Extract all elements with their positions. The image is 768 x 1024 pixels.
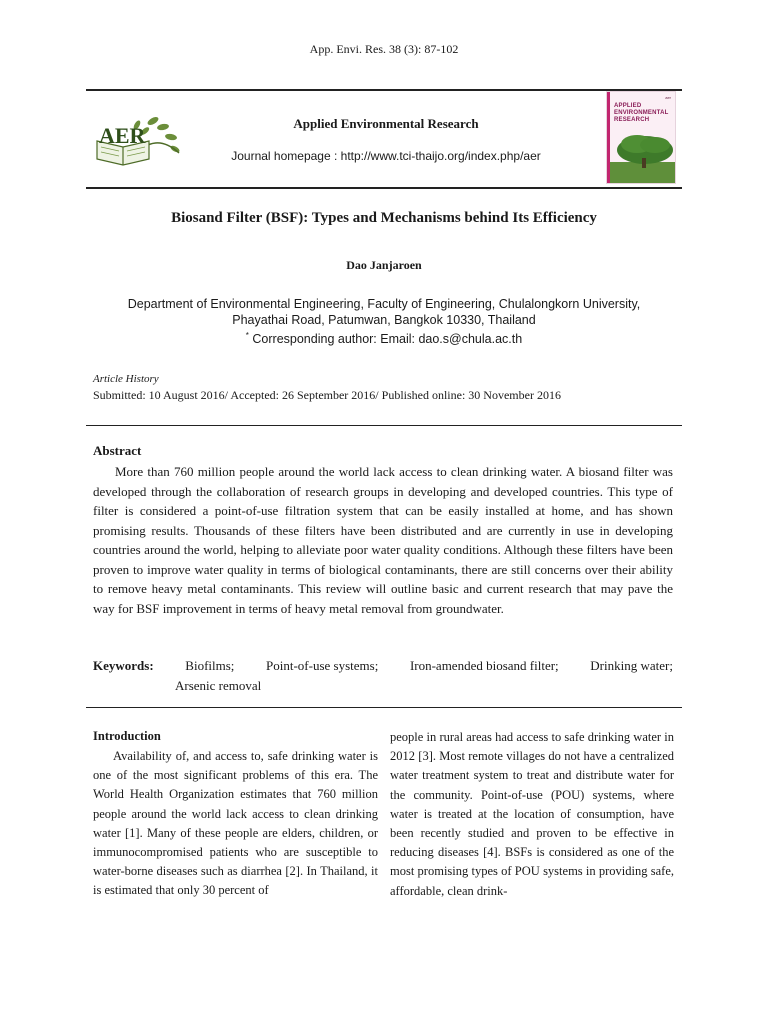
article-title: Biosand Filter (BSF): Types and Mechanisms behind Its Efficiency	[171, 210, 597, 226]
aer-logo	[93, 111, 185, 167]
journal-homepage[interactable]: Journal homepage : http://www.tci-thaijo.org/index.php/aer	[231, 149, 541, 163]
cover-title: APPLIED ENVIRONMENTAL RESEARCH	[614, 103, 669, 123]
introduction-left-column: Availability of, and access to, safe drinking water is one of the most significant problems of this era. The World Health Organization estimates that 760 million people around the world lack access to clean drinking water [1]. Many of these people are elders, children, or immunocompromised patients who are susceptible to water-borne diseases such as diarrhea [2]. In Thailand, it is estimated that only 30 percent of	[93, 749, 378, 898]
header-top-rule	[86, 89, 682, 91]
keyword: Drinking water;	[590, 658, 673, 673]
author-affiliation	[86, 296, 682, 347]
abstract-heading: Abstract	[93, 443, 142, 458]
cover-badge: aer	[665, 95, 671, 100]
keyword: Arsenic removal	[175, 677, 262, 693]
keywords	[93, 656, 673, 693]
affiliation-line-1: Department of Environmental Engineering, Faculty of Engineering, Chulalongkorn University,	[127, 297, 641, 311]
journal-name: Applied Environmental Research	[293, 116, 479, 131]
aer-logo-text: AER	[99, 123, 146, 148]
corresponding-author: * Corresponding author: Email: dao.s@chula.ac.th	[245, 331, 523, 347]
journal-cover-thumbnail	[607, 92, 675, 183]
keyword: Point-of-use systems;	[266, 658, 379, 673]
keyword: Biofilms;	[185, 658, 235, 673]
introduction-heading: Introduction	[93, 729, 161, 743]
article-history: Submitted: 10 August 2016/ Accepted: 26 September 2016/ Published online: 30 November 2016	[93, 388, 561, 402]
cover-tree-image	[607, 92, 675, 183]
abstract-text: More than 760 million people around the world lack access to clean drinking water. A biosand filter was developed through the collaboration of research groups in developing and developed countries. This type of filter is considered a point-of-use filtration system that can be easily installed at home, and has shown promising results. Thousands of these filters have been distributed and are currently in use in developing countries around the world, helping to alleviate poor water quality conditions. Although these filters have been proven to improve water quality in terms of biological contaminants, there are still concerns over their ability to remove heavy metal contaminants. This review will outline basic and current research that may pave the way for BSF improvement in terms of heavy metal removal from groundwater.	[93, 464, 673, 616]
author-name: Dao Janjaroen	[346, 258, 422, 272]
keywords-label: Keywords:	[93, 658, 154, 673]
journal-citation: App. Envi. Res. 38 (3): 87-102	[309, 42, 459, 56]
affiliation-line-2: Phayathai Road, Patumwan, Bangkok 10330, Thailand	[232, 313, 536, 327]
keyword: Iron-amended biosand filter;	[409, 658, 559, 673]
article-history-label: Article History	[93, 373, 159, 385]
abstract-top-rule	[86, 425, 682, 426]
introduction-right-column: people in rural areas had access to safe drinking water in 2012 [3]. Most remote villages do not have a centralized water treatment system to treat and distribute water for the community. Point-of-use (POU) systems, where water is treated at the location of consumption, have been recently studied and proven to be effective in reducing diseases [4]. BSFs is considered as one of the most promising types of POU systems in providing safe, affordable, clean drink-	[390, 730, 674, 898]
header-bottom-rule	[86, 187, 682, 189]
intro-top-rule	[86, 707, 682, 708]
